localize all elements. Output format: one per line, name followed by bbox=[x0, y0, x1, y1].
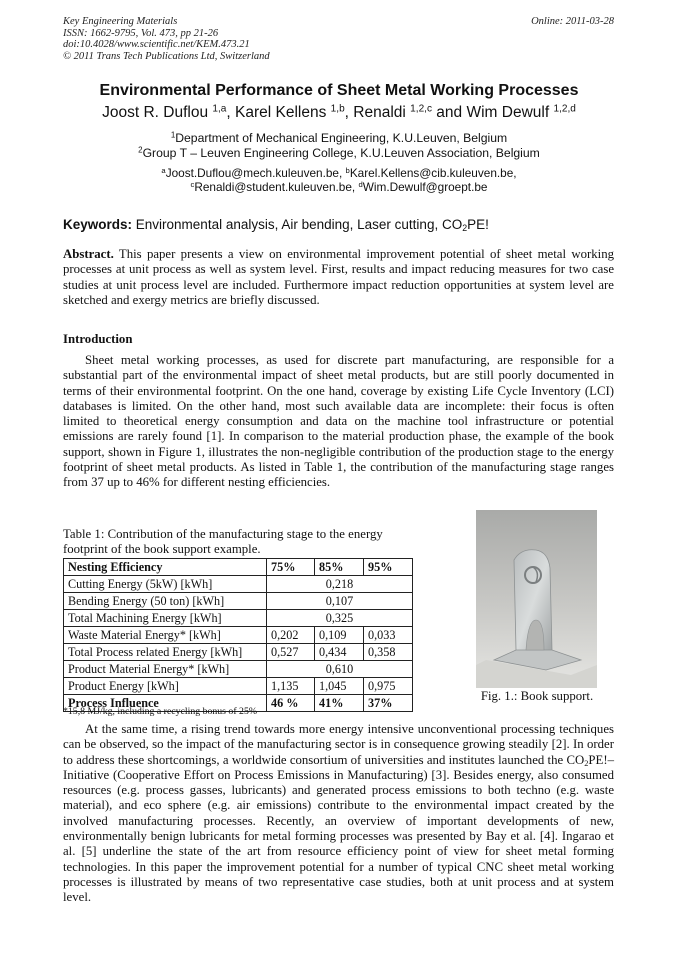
author-name: Wim Dewulf bbox=[466, 104, 550, 121]
email-sup: d bbox=[358, 179, 363, 189]
intro-paragraph-1: Sheet metal working processes, as used for discrete part manufacturing, are responsible for a substantial part of the environmental impact of sheet metal products, but are still poorly documented in terms of their environmental footprint. On the one hand, coverage by existing Life Cycle Inventory (LCI) databases is limited. On the other hand, most such available data are incomplete: their focus is often limited to theoretical energy consumption and data on the machine tool infrastructure or potential emissions are rarely found [1]. In comparison to the material production phase, the example of the book support, shown in Figure 1, illustrates the non-negligible contribution of the production stage to the energy footprint of sheet metal products. As listed in Table 1, the contribution of the manufacturing stage ranges from 37 up to 46% for different nesting efficiencies. bbox=[63, 353, 614, 490]
table-cell: 37% bbox=[364, 695, 413, 712]
affiliation-sup: 1 bbox=[170, 130, 176, 140]
author-sup: 1,a bbox=[212, 103, 227, 115]
table-cell-merged: 0,107 bbox=[267, 593, 413, 610]
author-name: Joost R. Duflou bbox=[102, 104, 209, 121]
table-header-cell: Nesting Efficiency bbox=[64, 559, 267, 576]
table-row bbox=[64, 678, 413, 695]
author-list bbox=[0, 104, 678, 122]
table-row-label: Total Process related Energy [kWh] bbox=[64, 644, 267, 661]
table-row-label: Total Machining Energy [kWh] bbox=[64, 610, 267, 627]
author-sup: 1,b bbox=[330, 103, 345, 115]
table-cell: 0,434 bbox=[315, 644, 364, 661]
nesting-table bbox=[63, 558, 413, 712]
table-cell: 1,045 bbox=[315, 678, 364, 695]
journal-header bbox=[63, 16, 270, 62]
email-sup: b bbox=[345, 165, 350, 175]
paragraph-text: PE!–Initiative (Cooperative Effort on Process Emissions in Manufacturing) [3]. Besides energy, also consumed resources (e.g. process gasses, lubricants) and generated process emissions to both techno (e.g. waste material), and eco sphere (e.g. air emissions) contribute to the environmental impact created by the involved manufacturing processes. Recently, an overview of important developments of new, environmentally benign lubricants for metal forming processes was presented by Bay et al. [4]. Ingarao et al. [5] underline the state of the art from resource efficiency point of view for sheet metal forming technologies. In this paper the improvement potential for a number of typical CNC sheet metal working processes is illustrated by means of two representative case studies, both at unit process and at system level. bbox=[63, 752, 614, 905]
abstract bbox=[63, 247, 614, 308]
author-separator: , bbox=[344, 104, 354, 121]
author-name: Karel Kellens bbox=[235, 104, 327, 121]
table-caption: Table 1: Contribution of the manufacturing stage to the energy footprint of the book support example. bbox=[63, 527, 383, 556]
paper-title: Environmental Performance of Sheet Metal Working Processes bbox=[99, 82, 579, 99]
journal-issn: ISSN: 1662-9795, Vol. 473, pp 21-26 bbox=[63, 27, 219, 39]
affiliation-1 bbox=[0, 131, 678, 145]
table-cell-merged: 0,325 bbox=[267, 610, 413, 627]
email-text: Joost.Duflou@mech.kuleuven.be, bbox=[165, 166, 346, 180]
table-footnote: *15,8 MJ/kg, including a recycling bonus of 25% bbox=[63, 706, 258, 717]
table-row-label: Process Influence bbox=[64, 695, 267, 712]
email-text: Wim.Dewulf@groept.be bbox=[362, 180, 488, 194]
journal-name: Key Engineering Materials bbox=[63, 16, 178, 27]
email-line-2 bbox=[0, 180, 678, 194]
author-name: Renaldi bbox=[353, 104, 406, 121]
table-cell: 46 % bbox=[267, 695, 315, 712]
table-cell: 0,358 bbox=[364, 644, 413, 661]
table-row-label: Product Energy [kWh] bbox=[64, 678, 267, 695]
keywords-label: Keywords: bbox=[63, 217, 133, 232]
keywords bbox=[63, 217, 489, 232]
table-cell: 0,527 bbox=[267, 644, 315, 661]
table-cell: 0,033 bbox=[364, 627, 413, 644]
table-header-cell: 95% bbox=[364, 559, 413, 576]
intro-paragraph-2 bbox=[63, 722, 614, 906]
table-row-label: Product Material Energy* [kWh] bbox=[64, 661, 267, 678]
table-cell: 1,135 bbox=[267, 678, 315, 695]
table-header-cell: 75% bbox=[267, 559, 315, 576]
table-row bbox=[64, 593, 413, 610]
paragraph-text: At the same time, a rising trend towards more energy intensive unconventional processing techniques can be observed, so the impact of the manufacturing sector is in consequence growing steadily [2]. In order to address these shortcomings, a worldwide consortium of universities and institutes launched the CO bbox=[63, 722, 614, 767]
online-date: Online: 2011-03-28 bbox=[531, 16, 614, 27]
abstract-label: Abstract. bbox=[63, 247, 114, 261]
author-separator: , bbox=[226, 104, 236, 121]
table-row bbox=[64, 644, 413, 661]
table-row-label: Waste Material Energy* [kWh] bbox=[64, 627, 267, 644]
author-sup: 1,2,d bbox=[553, 103, 576, 115]
table-row bbox=[64, 576, 413, 593]
paragraph-subscript: 2 bbox=[584, 758, 589, 768]
section-heading-introduction: Introduction bbox=[63, 332, 133, 346]
keywords-subscript: 2 bbox=[462, 223, 468, 234]
table-cell-merged: 0,218 bbox=[267, 576, 413, 593]
journal-copyright: © 2011 Trans Tech Publications Ltd, Switzerland bbox=[63, 50, 270, 62]
table-row bbox=[64, 661, 413, 678]
table-cell: 0,202 bbox=[267, 627, 315, 644]
author-separator: and bbox=[432, 104, 467, 121]
author-sup: 1,2,c bbox=[410, 103, 432, 115]
affiliation-text: Department of Mechanical Engineering, K.U.Leuven, Belgium bbox=[175, 131, 508, 145]
affiliation-2 bbox=[0, 146, 678, 160]
abstract-text: This paper presents a view on environmental improvement potential of sheet metal working processes at unit process as well as system level. First, results and impact reducing measures for two case studies at unit process level are included. Furthermore impact reduction opportunities at system level are sketched and exergy metrics are briefly discussed. bbox=[63, 247, 614, 307]
table-header-cell: 85% bbox=[315, 559, 364, 576]
affiliation-text: Group T – Leuven Engineering College, K.U.Leuven Association, Belgium bbox=[142, 146, 540, 160]
table-cell: 0,109 bbox=[315, 627, 364, 644]
table-row bbox=[64, 610, 413, 627]
journal-doi: doi:10.4028/www.scientific.net/KEM.473.21 bbox=[63, 39, 250, 50]
affiliation-sup: 2 bbox=[138, 145, 143, 155]
email-text: Renaldi@student.kuleuven.be, bbox=[194, 180, 359, 194]
book-support-photo bbox=[476, 510, 597, 688]
table-cell: 0,975 bbox=[364, 678, 413, 695]
email-text: Karel.Kellens@cib.kuleuven.be, bbox=[349, 166, 517, 180]
email-line-1 bbox=[0, 166, 678, 180]
table-row-label: Cutting Energy (5kW) [kWh] bbox=[64, 576, 267, 593]
table-row-label: Bending Energy (50 ton) [kWh] bbox=[64, 593, 267, 610]
figure-caption: Fig. 1.: Book support. bbox=[480, 689, 594, 703]
table-header-row bbox=[64, 559, 413, 576]
keywords-text: Environmental analysis, Air bending, Laser cutting, CO bbox=[132, 217, 463, 232]
table-cell-merged: 0,610 bbox=[267, 661, 413, 678]
table-row bbox=[64, 627, 413, 644]
table-cell: 41% bbox=[315, 695, 364, 712]
keywords-tail: PE! bbox=[467, 217, 489, 232]
email-sup: a bbox=[161, 165, 166, 175]
email-sup: c bbox=[190, 179, 195, 189]
